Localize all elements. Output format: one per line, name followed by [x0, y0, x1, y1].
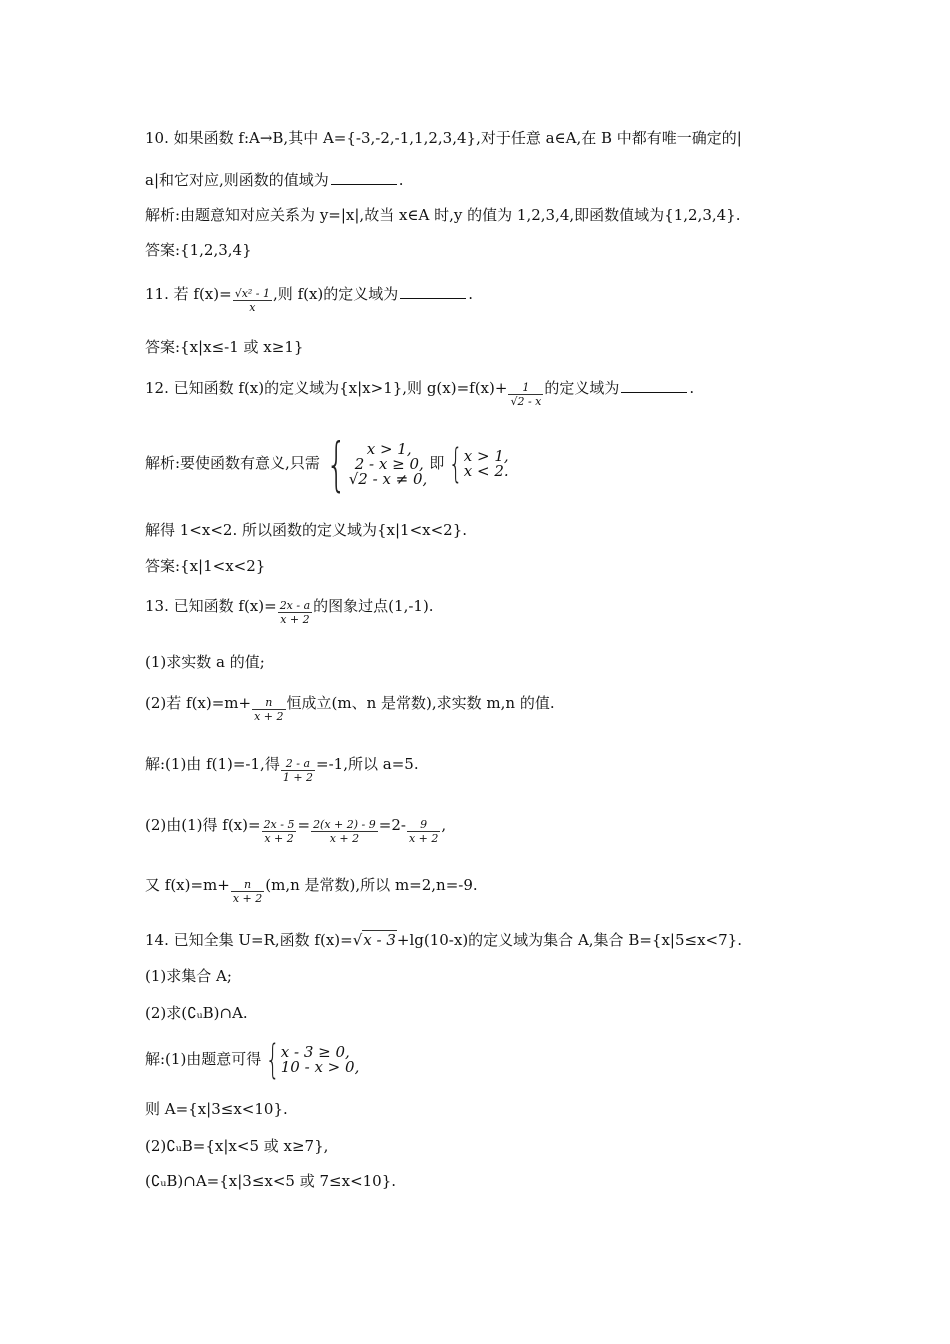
system-rows — [464, 449, 509, 479]
q13-sol2-fraction-3 — [407, 818, 440, 845]
system-row: x - 3 ≥ 0, — [280, 1043, 350, 1061]
q14-sol3-text: (∁ᵤB)∩A={x|3≤x<5 或 7≤x<10}. — [145, 1172, 397, 1190]
q13-sol1-den: 1 + 2 — [282, 771, 314, 784]
q12-system-1 — [322, 430, 428, 498]
q13-solution1 — [145, 754, 419, 784]
q13-part2 — [145, 693, 555, 723]
q11-num: √x² - 1 — [234, 287, 271, 300]
system-rows — [281, 1045, 360, 1075]
q13-sol1-pre: 解:(1)由 f(1)=-1,得 — [145, 755, 280, 773]
q14-result-text: 则 A={x|3≤x<10}. — [145, 1100, 288, 1118]
q11-fraction — [233, 287, 272, 314]
q11-answer-text: 答案:{x|x≤-1 或 x≥1} — [145, 338, 304, 356]
q14-result — [145, 1099, 288, 1119]
q11-den: x — [249, 301, 256, 314]
q13-part1 — [145, 652, 265, 672]
q13-question — [145, 596, 434, 626]
q13-sol3-num: n — [231, 878, 264, 892]
fraction-num: 2(x + 2) - 9 — [313, 818, 376, 831]
q14-solution1 — [145, 1037, 361, 1083]
q14-system — [263, 1037, 360, 1083]
q13-part2-pre: (2)若 f(x)=m+ — [145, 694, 252, 712]
sqrt-symbol: √ — [352, 931, 363, 949]
q12-num: 1 — [508, 381, 543, 395]
fraction-den: x + 2 — [408, 832, 439, 845]
q14-question — [145, 930, 742, 950]
q13-sol2-post: , — [441, 816, 447, 834]
q11-post-a: ,则 f(x)的定义域为 — [273, 285, 399, 303]
q14-part2-text: (2)求(∁ᵤB)∩A. — [145, 1004, 248, 1022]
q13-sol3-den: x + 2 — [232, 892, 263, 905]
system-row: √2 - x ≠ 0, — [348, 469, 428, 488]
q12-result-text: 解得 1<x<2. 所以函数的定义域为{x|1<x<2}. — [145, 521, 468, 539]
q14-solution3 — [145, 1171, 396, 1191]
fraction-num: 2x - 5 — [263, 818, 295, 831]
answer-blank — [621, 378, 687, 393]
fraction-den: x + 2 — [264, 832, 294, 845]
q14-solution2 — [145, 1136, 328, 1156]
q10-answer — [145, 240, 252, 260]
q13-sol3-fraction — [231, 878, 264, 905]
system-row: 2 - x ≥ 0, — [354, 454, 424, 473]
q10-answer-text: 答案:{1,2,3,4} — [145, 241, 252, 259]
q14-post: +lg(10-x)的定义域为集合 A,集合 B={x|5≤x<7}. — [396, 931, 742, 949]
q10-text-line1 — [145, 128, 742, 148]
q13-part2-post: 恒成立(m、n 是常数),求实数 m,n 的值. — [286, 694, 555, 712]
q13-sol2-eq2: =2- — [378, 816, 406, 834]
q13-solution3 — [145, 875, 478, 905]
q14-sol1-pre: 解:(1)由题意可得 — [145, 1050, 262, 1068]
q13-sol1-post: =-1,所以 a=5. — [316, 755, 419, 773]
q13-sol2-fraction-2 — [311, 818, 378, 845]
q12-analysis — [145, 430, 511, 498]
q11-post-b: . — [468, 285, 474, 303]
q14-part1-text: (1)求集合 A; — [145, 967, 232, 985]
q12-post-a: 的定义域为 — [544, 379, 620, 397]
q13-pre: 13. 已知函数 f(x)= — [145, 597, 277, 615]
q12-post-b: . — [689, 379, 695, 397]
q13-sol3-post: (m,n 是常数),所以 m=2,n=-9. — [265, 876, 478, 894]
q14-sqrt-body: x - 3 — [363, 931, 396, 949]
q13-num: 2x - a — [279, 599, 311, 612]
q14-sol2-text: (2)∁ᵤB={x|x<5 或 x≥7}, — [145, 1137, 329, 1155]
q13-part2-den: x + 2 — [254, 710, 284, 723]
q13-sol1-num: 2 - a — [281, 757, 315, 771]
q13-sol1-fraction — [281, 757, 315, 784]
q14-part2 — [145, 1003, 248, 1023]
q13-solution2 — [145, 815, 446, 845]
q10-line2b: . — [398, 171, 404, 189]
system-row: x > 1, — [463, 447, 509, 465]
q10-line1: 10. 如果函数 f:A→B,其中 A={-3,-2,-1,1,2,3,4},对于任意 a∈A,在 B 中都有唯一确定的| — [145, 129, 742, 147]
q13-sol2-eq1: = — [297, 816, 311, 834]
q11-pre: 11. 若 f(x)= — [145, 285, 232, 303]
q12-answer-text: 答案:{x|1<x<2} — [145, 557, 266, 575]
system-row: x < 2. — [463, 462, 509, 480]
q13-den: x + 2 — [280, 613, 310, 626]
q13-sol2-fraction-1 — [262, 818, 297, 845]
q13-sol2-pre: (2)由(1)得 f(x)= — [145, 816, 261, 834]
q14-pre: 14. 已知全集 U=R,函数 f(x)= — [145, 931, 353, 949]
q13-post: 的图象过点(1,-1). — [313, 597, 434, 615]
q10-line2a: a|和它对应,则函数的值域为 — [145, 171, 329, 189]
answer-blank — [400, 284, 466, 299]
q14-part1 — [145, 966, 232, 986]
system-row: 10 - x > 0, — [280, 1058, 360, 1076]
q12-den: √2 - x — [510, 395, 542, 408]
q12-result — [145, 520, 467, 540]
q13-part1-text: (1)求实数 a 的值; — [145, 653, 265, 671]
answer-blank — [331, 170, 397, 185]
q12-answer — [145, 556, 265, 576]
q13-sol3-pre: 又 f(x)=m+ — [145, 876, 230, 894]
q12-analysis-mid: 即 — [429, 454, 445, 472]
q12-question — [145, 378, 694, 408]
q12-pre: 12. 已知函数 f(x)的定义域为{x|x>1},则 g(x)=f(x)+ — [145, 379, 508, 397]
q11-answer — [145, 337, 303, 357]
q10-analysis-text: 解析:由题意知对应关系为 y=|x|,故当 x∈A 时,y 的值为 1,2,3,4,即函数值域为{1,2,3,4}. — [145, 206, 741, 224]
q13-part2-fraction — [252, 696, 285, 723]
fraction-den: x + 2 — [329, 832, 360, 845]
q12-analysis-pre: 解析:要使函数有意义,只需 — [145, 454, 320, 472]
q13-fraction — [278, 599, 312, 626]
left-brace: { — [449, 441, 464, 487]
q11-question — [145, 284, 473, 314]
q10-text-line2 — [145, 170, 404, 190]
left-brace: { — [266, 1037, 281, 1083]
q10-analysis — [145, 205, 741, 225]
q12-fraction — [508, 381, 543, 408]
left-brace: { — [326, 430, 347, 498]
system-row: x > 1, — [366, 439, 412, 458]
system-rows — [348, 439, 428, 488]
fraction-num: 9 — [407, 818, 440, 832]
q13-part2-num: n — [252, 696, 285, 710]
q12-system-2 — [446, 441, 509, 487]
